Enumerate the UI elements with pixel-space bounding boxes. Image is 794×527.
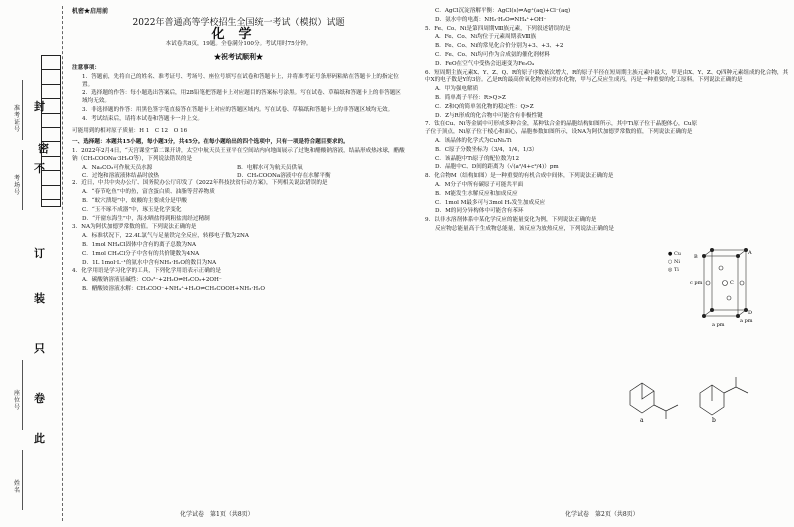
option: D．1L 1mol·L⁻¹的氨水中含有NH₃·H₂O的数目为NA [82,259,217,266]
cell-label: A [748,250,752,256]
question-9: 9．以非水溶剂体系中某化学反应的能量变化为例，下列说法正确的是 [425,217,597,224]
question-9-text: 反应物总能量高于生成物总能量，该反应为放热反应，下列说法正确的是 [435,225,615,232]
right-column [425,8,790,235]
option: D．Z与R形成的化合物中可能含有非极性键 [435,112,543,119]
field-label-seat: 座位号 [14,390,21,411]
page-footer-right: 化学试卷 第2页（共8页） [565,511,639,518]
binding-word: 卷 [34,392,45,405]
question-7: 7．钛在Cu、Ni等金属中可形成多种合金，某种钛合金的晶胞结构如图所示，其中Ti原子位于晶胞体心，Cu原子位于顶点，Ni原子位于棱心和面心，晶胞参数如图所示，设NA为阿伏加德罗常数的值，下列说法正确的是 [425,121,698,136]
option: A．“春节吃鱼”中的鱼，富含蛋白质、油脂等营养物质 [82,189,215,196]
option: D．氨水中的电离：NH₃·H₂O⇌NH₄⁺+OH⁻ [435,16,547,23]
option: D．晶胞中C、D间的距离为（√(a²/4+c²/4)）pm [435,164,559,171]
exam-number-grid [41,55,61,207]
field-label-room: 考场号 [14,175,21,196]
option: A．标准状况下，22.4L氯气与足量铁完全反应，转移电子数为2NA [82,233,249,240]
option: D．FeO在空气中受热会迅速变为Fe₃O₄ [435,60,535,67]
left-column [72,8,405,295]
atomic-masses: 可能用到的相对原子质量：H 1 C 12 O 16 [72,127,188,134]
cell-label: C [730,280,734,286]
option: B．醋酸铵溶液水解：CH₃COO⁻+NH₄⁺+H₂O⇌CH₃COOH+NH₃·H₂O [82,285,265,292]
note-item: 4．考试结束后，请将本试卷和答题卡一并上交。 [82,115,204,122]
section-one-heading: 一、选择题：本题共15小题，每小题3分，共45分。在每小题给出的四个选项中，只有一项是符合题目要求的。 [72,139,349,146]
option: C．Fe、Co、Ni均可作为合成氨的催化剂材料 [435,51,550,58]
option: B．电解水可为航天员供氧 [237,164,303,171]
question-3: 3．NA为阿伏加德罗常数的值。下列说法正确的是 [72,224,197,231]
option: B．简单离子半径：R>Q>Z [435,94,506,101]
binding-word: 订 [34,247,45,260]
binding-word: 封 [34,100,45,113]
option: D．CH₃COONa溶液中存在水解平衡 [237,172,331,179]
notes-heading: 注意事项： [72,64,100,71]
option: D．M的同分异构体中可能含有苯环 [435,208,524,215]
option: A．Na₂CO₃可作航天员水源 [82,164,153,171]
binding-word: 只 [34,342,45,355]
note-item: 1．答题前，先将自己的姓名、准考证号、考场号、座位号填写在试卷和答题卡上，并将准考证号条形码粘贴在答题卡上的指定位置。 [82,73,399,88]
exam-title: 2022年普通高等学校招生全国统一考试（模拟）试题 [132,17,345,28]
binding-word: 装 [34,292,45,305]
option: A．M分子中所有碳原子可能共平面 [435,181,524,188]
cell-legend: ● Cu ○ Ni ◎ Ti [668,251,681,273]
option: A．Fe、Co、Ni均位于元素周期表Ⅷ族 [435,34,537,41]
question-2: 2．近日，中共中央办公厅、国务院办公厅印发了《2022年科技扶贫行动方案》，下列相关说法错误的是 [72,180,328,187]
cell-label: c pm [690,280,703,286]
option: B．C原子分数坐标为（3/4，1/4，1/3） [435,146,538,153]
option: C．1mol M最多可与3mol H₂发生加成反应 [435,199,546,206]
good-luck-banner: ★祝考试顺利★ [214,52,263,62]
option: A．该晶体的化学式为CuNi₂Ti [435,137,512,144]
crystal-cell-figure [690,244,760,330]
option: B．M能发生水解反应和加成反应 [435,190,518,197]
cell-label: a pm [712,322,725,328]
option: B．“蚁穴溃堤”中，蚁酸的主要成分是甲酸 [82,197,187,204]
subject-title: 化学 [211,26,266,42]
option: C．Z和Q的简单氢化物的稳定性：Q>Z [435,103,534,110]
structure-label: b [712,417,716,423]
option: A．甲为强电解质 [435,86,479,93]
question-1-options [72,165,405,181]
option: B．1mol NH₄Cl固体中含有的离子总数为NA [82,241,197,248]
binding-margin [0,0,70,527]
binding-word: 此 [34,432,45,445]
binding-word: 密 [38,142,49,155]
question-5: 5．Fe、Co、Ni是第四周期Ⅷ族元素，下列叙述错误的是 [425,25,571,32]
question-6: 6．短周期主族元素X、Y、Z、Q、R的原子序数依次增大，R的原子半径在短周期主族元素中最大，甲是由X、Y、Z、Q四种元素组成的化合物，其中X的电子数是Y的3倍。乙是R的最高价氧化物对应的水化物，甲与乙反应生成丙，丙是一种重要的化工原料。下列说法正确的是 [425,69,789,84]
cell-label: B [694,254,698,260]
exam-intro: 本试卷共8页，19题。全卷满分100分。考试用时75分钟。 [165,41,312,48]
page-footer-left: 化学试卷 第1页（共8页） [180,511,254,518]
field-label-exam-id: 准考证号 [14,105,21,133]
option: C．“玉不琢不成器”中，琢玉是化学变化 [82,206,182,213]
question-4: 4．化学用语是学习化学的工具，下列化学用语表示正确的是 [72,268,221,275]
structure-label: a [640,417,644,423]
question-8: 8．化合物M（结构如图）是一种重要的有机合成中间体，下列说法正确的是 [425,173,614,180]
confidential-mark: 机密★启用前 [72,8,109,15]
cell-label: a pm [740,318,753,324]
option: A．碳酸钠溶液显碱性：CO₃²⁻+2H₂O⇌H₂CO₃+2OH⁻ [82,277,222,284]
question-1: 1．2022年2月4日，“天宫课堂”第二课开讲，太空中航天员王亚平在空间站内向地面展示了过饱和醋酸钠溶液，结晶形成热冰球，醋酸钠（CH₃COONa·3H₂O等），下列说法错误的是 [72,148,405,162]
note-item: 2．选择题的作答：每小题选出答案后，用2B铅笔把答题卡上对应题目的答案标号涂黑。写在试卷、草稿纸和答题卡上的非答题区域均无效。 [82,90,401,105]
option: C．过饱和溶液液体结晶时放热 [82,172,159,179]
option: D．“开窗东海生”中，海水晒盐得到粗盐需经过精制 [82,215,210,222]
binding-word: 不 [34,162,45,175]
binding-dashed-line [62,6,63,521]
note-item: 3．非选择题的作答：用黑色签字笔直接答在答题卡上对应的答题区域内。写在试卷、草稿纸和答题卡上的非答题区域均无效。 [82,106,394,113]
option: B．Fe、Co、Ni的常见化合价分别为+3、+3、+2 [435,43,564,50]
molecule-structures-figure [620,371,760,423]
option: C．该晶胞中Ti原子的配位数为12 [435,155,520,162]
field-label-name: 姓名 [14,480,21,494]
option: C．1mol CH₃Cl分子中含有的共价键数为4NA [82,250,200,257]
cell-label: D [748,310,753,316]
option: C．AgCl沉淀溶解平衡：AgCl(s)⇌Ag⁺(aq)+Cl⁻(aq) [435,8,571,14]
